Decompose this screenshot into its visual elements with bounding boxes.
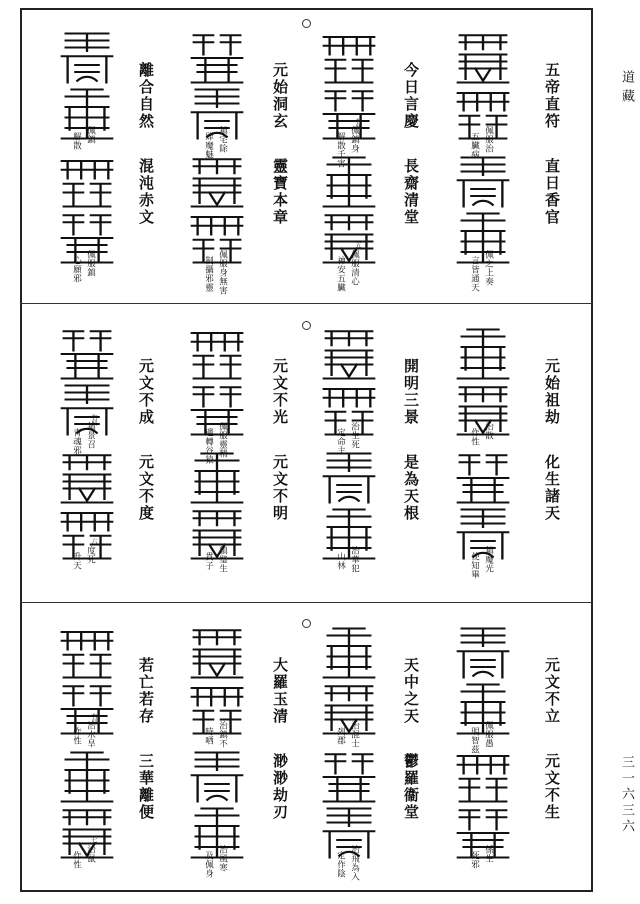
talisman-usage-note: 定作陰 bbox=[335, 851, 346, 878]
talisman-title: 元文不光 bbox=[271, 358, 289, 426]
talisman-title: 鬱羅衞堂 bbox=[402, 753, 420, 821]
talisman-usage-note: 治水旱 bbox=[85, 721, 96, 748]
talisman-seal-glyph bbox=[186, 450, 248, 562]
side-page-number: 三一六三六 bbox=[619, 755, 634, 835]
talisman-usage-note: 肆魔魅 bbox=[203, 132, 214, 159]
talisman-usage-note: 時哂 bbox=[203, 727, 214, 745]
talisman-title: 天中之天 bbox=[402, 657, 420, 725]
talisman-usage-note: 解散千害 bbox=[335, 132, 346, 168]
talisman-seal-glyph bbox=[318, 450, 380, 562]
talisman-seal-glyph bbox=[452, 450, 514, 562]
talisman-usage-note: 鎮璧生 bbox=[217, 546, 228, 573]
talisman-usage-note: 治鼠 bbox=[85, 845, 96, 863]
talisman-seal-glyph bbox=[452, 749, 514, 861]
binding-hole bbox=[302, 321, 311, 330]
talisman-title: 元文不生 bbox=[543, 753, 561, 821]
talisman-seal-glyph bbox=[318, 749, 380, 861]
talisman-title: 靈寶本章 bbox=[271, 158, 289, 226]
binding-hole bbox=[302, 19, 311, 28]
talisman-usage-note: 作性 bbox=[71, 851, 82, 869]
talisman-usage-note: 制攝邪靈 bbox=[203, 256, 214, 292]
talisman-title: 元文不度 bbox=[137, 454, 155, 522]
talisman-usage-note: 鎮景召 bbox=[85, 422, 96, 449]
talisman-usage-note: 作性 bbox=[71, 727, 82, 745]
talisman-usage-note: 作性 bbox=[469, 428, 480, 446]
talisman-seal-glyph bbox=[186, 625, 248, 737]
panel-divider bbox=[20, 303, 593, 304]
talisman-title: 元文不明 bbox=[271, 454, 289, 522]
talisman-usage-note: 治生死 bbox=[349, 422, 360, 449]
talisman-usage-note: 明智茲 bbox=[469, 727, 480, 754]
talisman-usage-note: 治散 bbox=[483, 422, 494, 440]
talisman-usage-note: 鎮宅除 bbox=[217, 126, 228, 153]
section-mark: 右四 bbox=[90, 713, 97, 725]
section-mark: 七 bbox=[90, 837, 97, 843]
section-mark: 右四 bbox=[354, 118, 361, 130]
talisman-seal-glyph bbox=[186, 749, 248, 861]
talisman-usage-note: 佩之上奏 bbox=[483, 250, 494, 286]
talisman-title: 化生諸天 bbox=[543, 454, 561, 522]
talisman-usage-note: 治風寒 bbox=[217, 845, 228, 872]
talisman-usage-note: 心願邪 bbox=[71, 256, 82, 283]
talisman-seal-glyph bbox=[318, 326, 380, 438]
talisman-seal-glyph bbox=[186, 30, 248, 142]
talisman-title: 若亡若存 bbox=[137, 657, 155, 725]
talisman-usage-note: 治飛為入 bbox=[349, 845, 360, 881]
talisman-usage-note: 死邪 bbox=[469, 851, 480, 869]
talisman-title: 離合自然 bbox=[137, 62, 155, 130]
talisman-usage-note: 治鎮不 bbox=[217, 721, 228, 748]
binding-hole bbox=[302, 619, 311, 628]
talisman-title: 五帝直符 bbox=[543, 62, 561, 130]
talisman-usage-note: 佩服鎮 bbox=[85, 250, 96, 277]
talisman-usage-note: 定命主 bbox=[335, 428, 346, 455]
talisman-title: 是為天根 bbox=[402, 454, 420, 522]
talisman-usage-note: 佩鎮身 bbox=[349, 126, 360, 153]
talisman-usage-note: 山林 bbox=[335, 552, 346, 570]
talisman-usage-note: 神安五臟 bbox=[335, 256, 346, 292]
section-mark: 右四 bbox=[90, 414, 97, 426]
talisman-usage-note: 係生 bbox=[483, 845, 494, 863]
talisman-title: 直日香官 bbox=[543, 158, 561, 226]
side-label-daozang: 道藏 bbox=[619, 70, 634, 108]
talisman-usage-note: 升天 bbox=[71, 552, 82, 570]
talisman-title: 混沌赤文 bbox=[137, 158, 155, 226]
talisman-usage-note: 佩服清心 bbox=[349, 250, 360, 286]
talisman-usage-note: 解散 bbox=[71, 132, 82, 150]
talisman-usage-note: 使知畢 bbox=[469, 552, 480, 579]
talisman-usage-note: 邊轉谷猿 bbox=[203, 428, 214, 464]
talisman-usage-note: 貴子 bbox=[203, 552, 214, 570]
talisman-title: 渺渺劫刃 bbox=[271, 753, 289, 821]
talisman-title: 長齋清堂 bbox=[402, 158, 420, 226]
talisman-usage-note: 五臟病 bbox=[469, 132, 480, 159]
talisman-seal-glyph bbox=[452, 326, 514, 438]
talisman-usage-note: 及佩身 bbox=[203, 851, 214, 878]
talisman-seal-glyph bbox=[318, 625, 380, 737]
talisman-seal-glyph bbox=[452, 154, 514, 266]
talisman-usage-note: 治華犯 bbox=[349, 546, 360, 573]
talisman-title: 三華離便 bbox=[137, 753, 155, 821]
talisman-title: 元始洞玄 bbox=[271, 62, 289, 130]
talisman-seal-glyph bbox=[318, 154, 380, 266]
talisman-usage-note: 鎮魔光 bbox=[483, 546, 494, 573]
section-mark: 六 bbox=[90, 538, 97, 544]
talisman-title: 元文不立 bbox=[543, 657, 561, 725]
panel-divider bbox=[20, 602, 593, 603]
talisman-seal-glyph bbox=[452, 625, 514, 737]
section-mark: 五 bbox=[354, 242, 361, 248]
talisman-usage-note: 佩服治 bbox=[483, 126, 494, 153]
talisman-title: 開明三景 bbox=[402, 358, 420, 426]
talisman-usage-note: 佩鎮 bbox=[85, 126, 96, 144]
talisman-seal-glyph bbox=[318, 30, 380, 142]
talisman-title: 今日言慶 bbox=[402, 62, 420, 130]
talisman-title: 大羅玉清 bbox=[271, 657, 289, 725]
talisman-title: 元文不成 bbox=[137, 358, 155, 426]
talisman-usage-note: 佩服身無害 bbox=[217, 250, 228, 295]
talisman-usage-note: 度死 bbox=[85, 546, 96, 564]
talisman-usage-note: 青魂邪 bbox=[71, 428, 82, 455]
talisman-usage-note: 列郡 bbox=[335, 727, 346, 745]
talisman-seal-glyph bbox=[186, 326, 248, 438]
talisman-usage-note: 治混士 bbox=[349, 721, 360, 748]
talisman-usage-note: 言皆通天 bbox=[469, 256, 480, 292]
talisman-usage-note: 佩服靈精 bbox=[217, 422, 228, 458]
talisman-usage-note: 佩服愚 bbox=[483, 721, 494, 748]
talisman-seal-glyph bbox=[452, 30, 514, 142]
talisman-seal-glyph bbox=[186, 154, 248, 266]
talisman-title: 元始祖劫 bbox=[543, 358, 561, 426]
